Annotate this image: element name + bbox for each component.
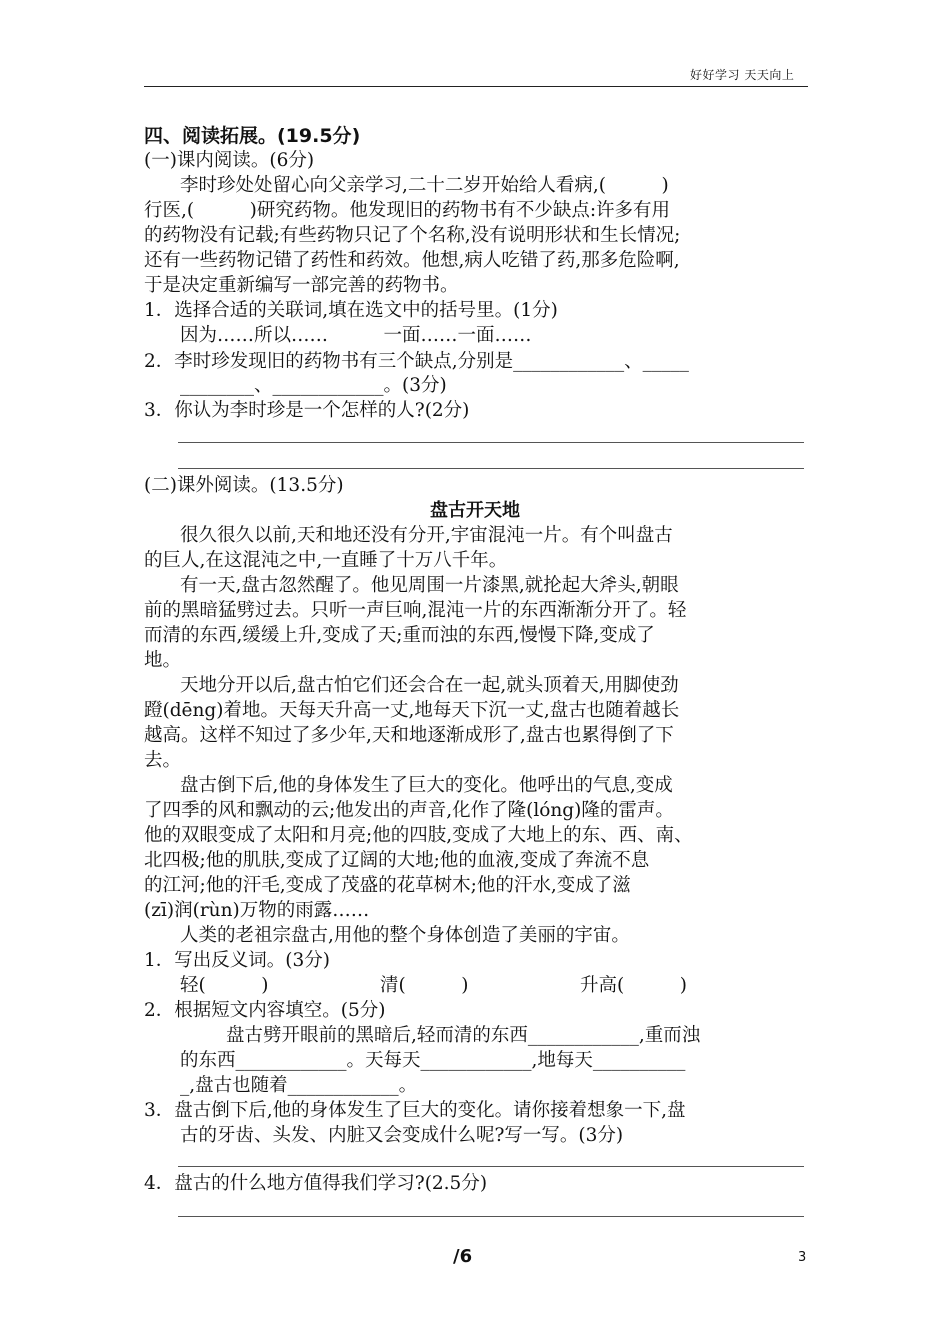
part2-question-4: 4．盘古的什么地方值得我们学习?(2.5分) — [144, 1173, 488, 1194]
antonym-item: 轻( ) — [180, 975, 269, 996]
part1-paragraph-line: 行医,( )研究药物。他发现旧的药物书有不少缺点:许多有用 — [144, 200, 671, 221]
part2-title: (二)课外阅读。(13.5分) — [144, 475, 344, 496]
part2-question-2-blank-line: _,盘古也随着____________。 — [180, 1075, 418, 1096]
story-paragraph-line: 有一天,盘古忽然醒了。他见周围一片漆黑,就抡起大斧头,朝眼 — [180, 575, 679, 596]
part1-question-3: 3．你认为李时珍是一个怎样的人?(2分) — [144, 400, 470, 421]
part1-paragraph-line: 于是决定重新编写一部完善的药物书。 — [144, 275, 459, 296]
page-header-slogan: 好好学习 天天向上 — [690, 68, 795, 82]
story-paragraph-line: 的巨人,在这混沌之中,一直睡了十万八千年。 — [144, 550, 508, 571]
story-paragraph-line: 人类的老祖宗盘古,用他的整个身体创造了美丽的宇宙。 — [180, 925, 630, 946]
part2-question-2-blank-line: 的东西____________。天每天____________,地每天__________ — [180, 1050, 686, 1071]
part1-question-2: 2．李时珍发现旧的药物书有三个缺点,分别是____________、_____ — [144, 351, 689, 372]
story-paragraph-line: 越高。这样不知过了多少年,天和地逐渐成形了,盘古也累得倒了下 — [144, 725, 674, 746]
part2-question-1: 1．写出反义词。(3分) — [144, 950, 330, 971]
story-paragraph-line: 北四极;他的肌肤,变成了辽阔的大地;他的血液,变成了奔流不息 — [144, 850, 650, 871]
story-paragraph-line: 很久很久以前,天和地还没有分开,宇宙混沌一片。有个叫盘古 — [180, 525, 673, 546]
answer-line[interactable] — [178, 442, 804, 443]
part2-question-2-blank-line: 盘古劈开眼前的黑暗后,轻而清的东西____________,重而浊 — [226, 1025, 701, 1046]
antonym-item: 升高( ) — [580, 975, 687, 996]
story-paragraph-line: 去。 — [144, 750, 182, 771]
part1-paragraph-line: 李时珍处处留心向父亲学习,二十二岁开始给人看病,( ) — [180, 175, 669, 196]
part2-question-2: 2．根据短文内容填空。(5分) — [144, 1000, 386, 1021]
part1-question-1-options: 因为……所以…… 一面……一面…… — [180, 325, 532, 346]
story-paragraph-line: (zī)润(rùn)万物的雨露…… — [144, 900, 370, 921]
answer-line[interactable] — [178, 1166, 804, 1167]
story-title: 盘古开天地 — [430, 500, 520, 521]
answer-line[interactable] — [178, 1216, 804, 1217]
story-paragraph-line: 盘古倒下后,他的身体发生了巨大的变化。他呼出的气息,变成 — [180, 775, 673, 796]
answer-line[interactable] — [178, 468, 804, 469]
story-paragraph-line: 他的双眼变成了太阳和月亮;他的四肢,变成了大地上的东、西、南、 — [144, 825, 693, 846]
part1-paragraph-line: 的药物没有记载;有些药物只记了个名称,没有说明形状和生长情况; — [144, 225, 681, 246]
part2-question-3: 3．盘古倒下后,他的身体发生了巨大的变化。请你接着想象一下,盘 — [144, 1100, 686, 1121]
part2-question-3-cont: 古的牙齿、头发、内脏又会变成什么呢?写一写。(3分) — [180, 1125, 624, 1146]
story-paragraph-line: 而清的东西,缓缓上升,变成了天;重而浊的东西,慢慢下降,变成了 — [144, 625, 655, 646]
story-paragraph-line: 蹬(dēng)着地。天每天升高一丈,地每天下沉一丈,盘古也随着越长 — [144, 700, 680, 721]
story-paragraph-line: 天地分开以后,盘古怕它们还会合在一起,就头顶着天,用脚使劲 — [180, 675, 679, 696]
part1-title: (一)课内阅读。(6分) — [144, 150, 315, 171]
antonym-item: 清( ) — [380, 975, 469, 996]
header-divider — [144, 86, 808, 87]
part1-question-1: 1．选择合适的关联词,填在选文中的括号里。(1分) — [144, 300, 558, 321]
story-paragraph-line: 了四季的风和飘动的云;他发出的声音,化作了隆(lóng)隆的雷声。 — [144, 800, 674, 821]
part1-paragraph-line: 还有一些药物记错了药性和药效。他想,病人吃错了药,那多危险啊, — [144, 250, 680, 271]
page-number: 3 — [798, 1250, 807, 1265]
page-total: /6 — [453, 1246, 473, 1267]
story-paragraph-line: 前的黑暗猛劈过去。只听一声巨响,混沌一片的东西渐渐分开了。轻 — [144, 600, 687, 621]
story-paragraph-line: 的江河;他的汗毛,变成了茂盛的花草树木;他的汗水,变成了滋 — [144, 875, 631, 896]
story-paragraph-line: 地。 — [144, 650, 182, 671]
section-title: 四、阅读拓展。(19.5分) — [144, 125, 361, 147]
part1-question-2-cont: ________、____________。(3分) — [180, 375, 447, 396]
